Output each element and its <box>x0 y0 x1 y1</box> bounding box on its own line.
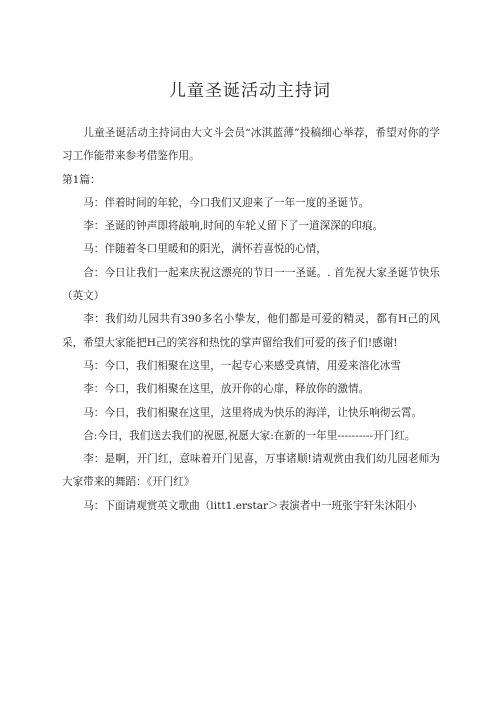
dialogue-paragraph: 马：今日，我们相聚在这里，这里将成为快乐的海洋，让快乐响彻云霄。 <box>83 406 423 419</box>
document-body <box>62 122 440 518</box>
dialogue-paragraph: 马：下面请观赏英文歌曲（litt1.erstar＞表演者中一班张宇轩朱沐阳小 <box>83 499 417 512</box>
dialogue-paragraph: 马：伴随着冬口里暖和的阳光，满怀若喜悦的心情， <box>83 243 327 256</box>
section-label: 第1篇： <box>62 173 101 186</box>
dialogue-paragraph: 马：伴着时间的年轮，今口我们又迎来了一年一度的圣诞节。 <box>83 196 370 209</box>
dialogue-paragraph: 李：我们幼儿园共有390多名小挚友，他们都是可爱的精灵，都有H己的风采，希望大家能把H己的笑容和热忱的掌声留给我们可爱的孩子们!感谢! <box>62 313 440 349</box>
dialogue-paragraph: 李：是啊，开门红，意味着开门见喜，万事诸顺!请观赏由我们幼儿园老师为大家带来的舞蹈：《开门红》 <box>62 453 440 489</box>
dialogue-paragraph: 马：今口，我们相聚在这里，一起专心来感受真情，用爱来溶化冰雪 <box>83 359 401 372</box>
document-title: 儿童圣诞活动主持词 <box>169 81 331 101</box>
dialogue-paragraph: 李：圣诞的钟声即将敲响,时间的车轮乂留下了一道深深的印痕。 <box>83 220 384 233</box>
intro-paragraph: 儿童圣诞活动主持词由大文斗会员“冰淇蓝薄”投稿细心举荐，希望对你的学习工作能带来参考借鉴作用。 <box>62 127 440 163</box>
dialogue-paragraph: 合:今日，我们送去我们的祝愿,祝愿大家:在新的一年里----------开门红。 <box>83 429 416 442</box>
dialogue-paragraph: 合：今日让我们一起来庆祝这漂亮的节日一一圣诞。. 首先祝大家圣诞节快乐（英文） <box>62 266 440 303</box>
dialogue-paragraph: 李：今口，我们相聚在这里，放开你的心扉，释放你的激情。 <box>83 383 370 396</box>
